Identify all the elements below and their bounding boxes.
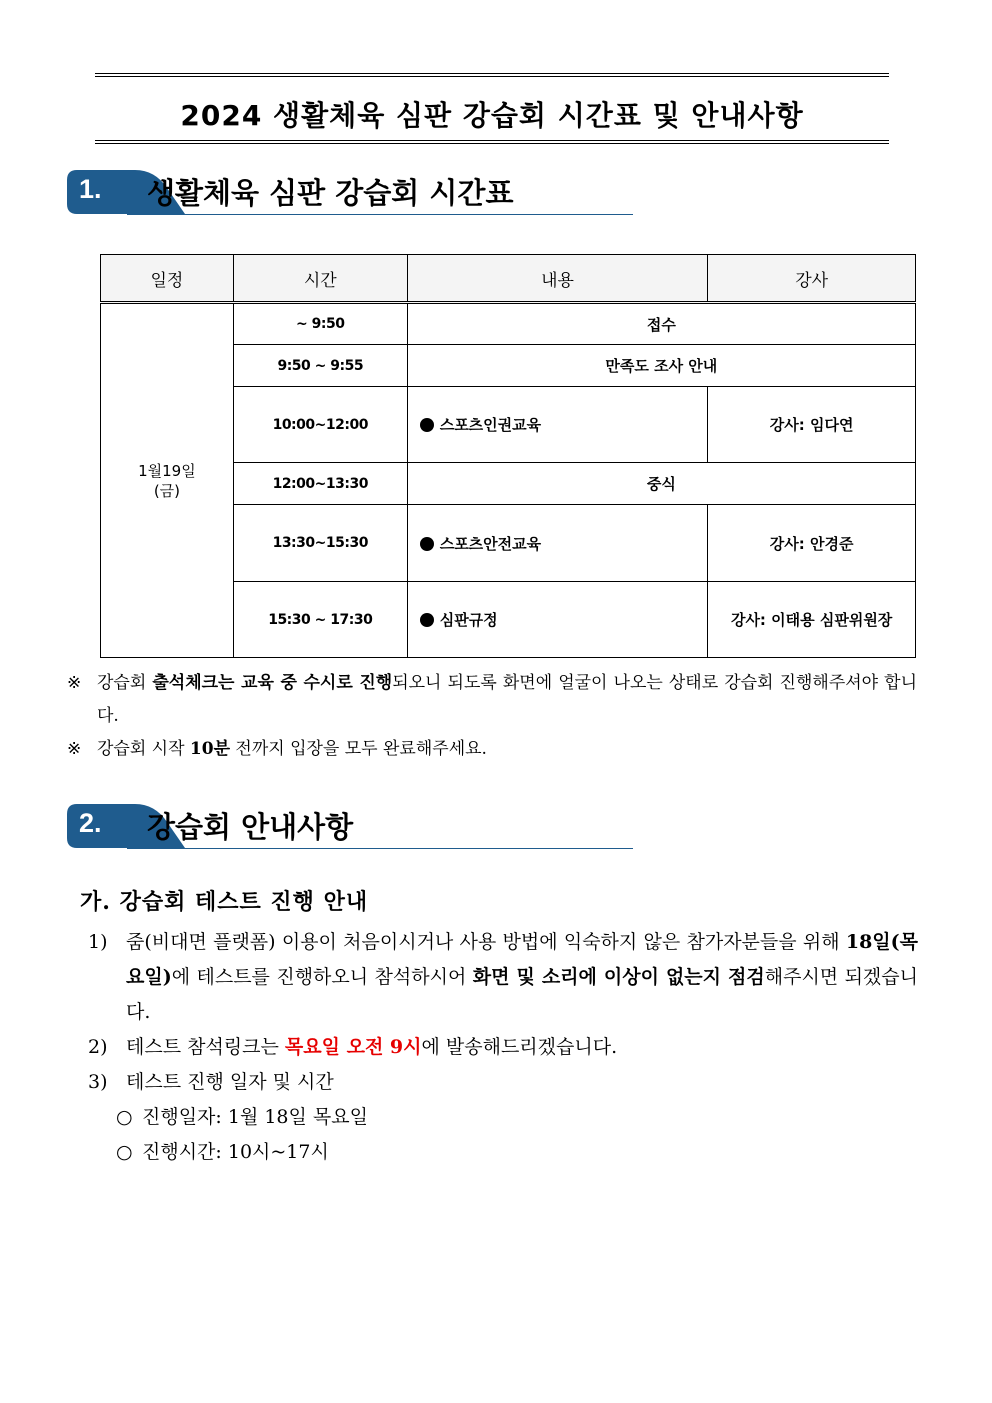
circle-bullet-icon: ○ [116, 1106, 133, 1128]
item-bold: 18일(목요일) [126, 931, 918, 988]
content-cell [407, 582, 708, 658]
item-text: 에 테스트를 진행하오니 참석하시어 [171, 966, 473, 988]
schedule-table [100, 254, 916, 658]
list-item [88, 1065, 918, 1100]
section-1-number: 1. [79, 174, 102, 204]
table-row [101, 303, 916, 345]
date-line-2: (금) [153, 481, 181, 500]
reference-mark-icon: ※ [67, 739, 82, 759]
content-cell [407, 505, 708, 582]
bullet-dot-icon [420, 418, 434, 432]
title-box [95, 73, 889, 144]
reference-mark-icon: ※ [67, 673, 82, 693]
content-text: 스포츠인권교육 [439, 416, 542, 434]
item-text: 에 발송해드리겠습니다. [421, 1036, 618, 1058]
time-cell: 13:30~15:30 [233, 505, 407, 582]
item-number: 2) [88, 1036, 108, 1058]
content-text: 심판규정 [439, 611, 498, 629]
notes [67, 667, 917, 766]
header-time: 시간 [233, 255, 407, 303]
note-1 [67, 667, 917, 733]
header-instructor: 강사 [708, 255, 916, 303]
section-2-number: 2. [79, 808, 102, 838]
note-2 [67, 733, 917, 766]
note-text: 강습회 [97, 673, 153, 693]
bullet-dot-icon [420, 537, 434, 551]
header-date: 일정 [101, 255, 234, 303]
date-cell [101, 303, 234, 658]
section-1-header [67, 168, 633, 216]
circle-bullet-icon: ○ [116, 1141, 133, 1163]
item-text: 해주시면 되겠습니다. [126, 966, 918, 1023]
item-text: 테스트 진행 일자 및 시간 [126, 1071, 334, 1093]
section-1-title: 생활체육 심판 강습회 시간표 [147, 176, 514, 210]
section-2-header [67, 802, 633, 850]
instructor-cell: 강사: 안경준 [708, 505, 916, 582]
sub-heading: 가. 강습회 테스트 진행 안내 [80, 889, 369, 915]
item-text: 테스트 참석링크는 [126, 1036, 285, 1058]
content-cell: 접수 [407, 303, 915, 345]
document-title: 2024 생활체육 심판 강습회 시간표 및 안내사항 [180, 99, 804, 132]
section-2-title: 강습회 안내사항 [147, 810, 354, 844]
item-number: 3) [88, 1071, 108, 1093]
note-text: 전까지 입장을 모두 완료해주세요. [230, 739, 487, 759]
bullet-item [116, 1100, 918, 1135]
content-cell: 만족도 조사 안내 [407, 345, 915, 387]
table-header-row [101, 255, 916, 303]
list-item [88, 925, 918, 1030]
content-cell [407, 387, 708, 463]
bullet-text: 진행시간: 10시~17시 [142, 1141, 329, 1163]
content-cell: 중식 [407, 463, 915, 505]
bullet-dot-icon [420, 613, 434, 627]
date-line-1: 1월19일 [138, 461, 196, 480]
time-cell: ~ 9:50 [233, 303, 407, 345]
list-item [88, 1030, 918, 1065]
note-text: 되오니 되도록 화면에 얼굴이 나오는 상태로 강습회 진행해주셔야 합니다. [97, 673, 918, 726]
note-bold: 10분 [189, 739, 231, 759]
time-cell: 12:00~13:30 [233, 463, 407, 505]
note-text: 강습회 시작 [97, 739, 190, 759]
instructor-cell: 강사: 이태용 심판위원장 [708, 582, 916, 658]
time-cell: 15:30 ~ 17:30 [233, 582, 407, 658]
item-bold: 화면 및 소리에 이상이 없는지 점검 [472, 966, 765, 988]
content-text: 스포츠안전교육 [439, 534, 542, 553]
header-content: 내용 [407, 255, 708, 303]
note-bold: 출석체크는 교육 중 수시로 진행 [152, 673, 393, 693]
instructor-cell: 강사: 임다연 [708, 387, 916, 463]
time-cell: 9:50 ~ 9:55 [233, 345, 407, 387]
time-cell: 10:00~12:00 [233, 387, 407, 463]
bullet-item [116, 1135, 918, 1170]
item-red-emphasis: 목요일 오전 9시 [284, 1036, 422, 1058]
item-text: 줌(비대면 플랫폼) 이용이 처음이시거나 사용 방법에 익숙하지 않은 참가자분들을 위해 [126, 931, 846, 953]
item-number: 1) [88, 931, 108, 953]
guide-items [88, 925, 918, 1170]
bullet-text: 진행일자: 1월 18일 목요일 [142, 1106, 368, 1128]
